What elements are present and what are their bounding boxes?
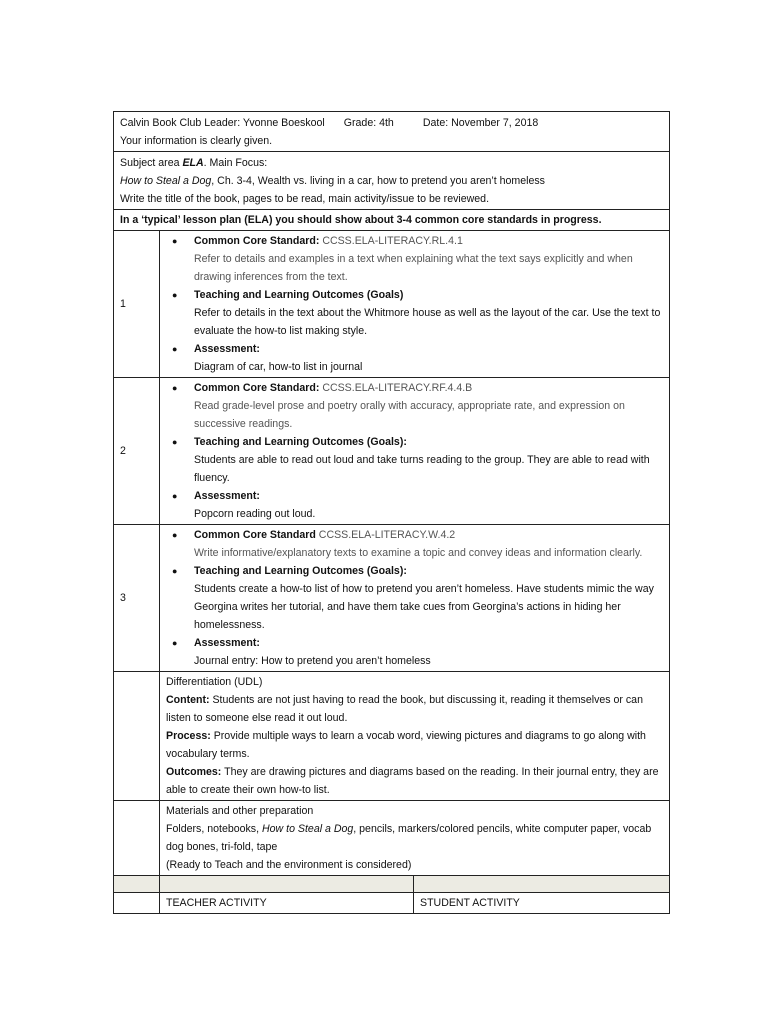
differentiation-row <box>114 672 670 801</box>
bullet-icon: ● <box>172 383 178 393</box>
assessment-text: Journal entry: How to pretend you aren’t homeless <box>194 655 431 667</box>
outcomes-label: Outcomes: <box>166 766 222 778</box>
materials-note: (Ready to Teach and the environment is considered) <box>166 859 412 871</box>
bullet-icon: ● <box>172 638 178 648</box>
standard-text: Write informative/explanatory texts to examine a topic and convey ideas and information clearly. <box>194 547 643 559</box>
materials-book-title: How to Steal a Dog <box>262 823 354 835</box>
typical-note-row <box>114 210 670 231</box>
bullet-icon: ● <box>172 290 178 300</box>
bullet-icon: ● <box>172 437 178 447</box>
standard-text: Read grade-level prose and poetry orally with accuracy, appropriate rate, and expression on successive readings. <box>194 400 625 430</box>
subject-row <box>114 152 670 210</box>
standard-label: Common Core Standard: <box>194 235 323 247</box>
process-label: Process: <box>166 730 211 742</box>
teacher-activity-header: TEACHER ACTIVITY <box>160 893 414 914</box>
empty-cell <box>114 672 160 801</box>
date: Date: November 7, 2018 <box>422 117 539 129</box>
standard-code: CCSS.ELA-LITERACY.W.4.2 <box>318 529 456 541</box>
standard-row-2 <box>114 378 670 525</box>
empty-cell <box>114 801 160 876</box>
materials-items: Folders, notebooks, <box>166 823 262 835</box>
outcomes-text: They are drawing pictures and diagrams based on the reading. In their journal entry, they are able to create their own how-to list. <box>166 766 659 796</box>
standard-code: CCSS.ELA-LITERACY.RL.4.1 <box>322 235 463 247</box>
goals-text: Students create a how-to list of how to pretend you aren’t homeless. Have students mimic the way Georgina writes her tutorial, and have them take cues from Georgina’s actions in hiding her homelessness. <box>194 583 654 631</box>
grade: Grade: 4th <box>343 117 394 129</box>
focus-details: , Ch. 3-4, Wealth vs. living in a car, how to pretend you aren’t homeless <box>211 175 545 187</box>
differentiation-title: Differentiation (UDL) <box>166 676 263 688</box>
materials-title: Materials and other preparation <box>166 805 314 817</box>
goals-label: Teaching and Learning Outcomes (Goals): <box>194 565 407 577</box>
bullet-icon: ● <box>172 491 178 501</box>
assessment-text: Popcorn reading out loud. <box>194 508 316 520</box>
materials-row <box>114 801 670 876</box>
content-label: Content: <box>166 694 210 706</box>
standard-text: Refer to details and examples in a text when explaining what the text says explicitly and when drawing inferences from the text. <box>194 253 633 283</box>
lesson-plan-document <box>113 111 669 914</box>
shaded-cell <box>160 876 414 893</box>
goals-label: Teaching and Learning Outcomes (Goals) <box>194 289 404 301</box>
materials-items-rest: , pencils, markers/colored pencils, white computer paper, vocab dog bones, tri-fold, tape <box>166 823 652 853</box>
bullet-icon: ● <box>172 566 178 576</box>
focus-label: . Main Focus: <box>203 157 268 169</box>
student-activity-header: STUDENT ACTIVITY <box>414 893 670 914</box>
goals-text: Students are able to read out loud and take turns reading to the group. They are able to read with fluency. <box>194 454 650 484</box>
process-text: Provide multiple ways to learn a vocab word, viewing pictures and diagrams to go along with vocabulary terms. <box>166 730 646 760</box>
bullet-icon: ● <box>172 236 178 246</box>
bullet-icon: ● <box>172 530 178 540</box>
subject-area: ELA <box>182 157 204 169</box>
assessment-text: Diagram of car, how-to list in journal <box>194 361 363 373</box>
standard-code: CCSS.ELA-LITERACY.RF.4.4.B <box>322 382 473 394</box>
leader-name: Calvin Book Club Leader: Yvonne Boeskool <box>120 117 325 129</box>
standard-number: 2 <box>114 378 160 525</box>
lesson-plan-table <box>113 111 670 914</box>
goals-label: Teaching and Learning Outcomes (Goals): <box>194 436 407 448</box>
empty-cell <box>114 893 160 914</box>
header-note: Your information is clearly given. <box>120 135 273 147</box>
shaded-cell <box>114 876 160 893</box>
subject-label: Subject area <box>120 157 183 169</box>
assessment-label: Assessment: <box>194 637 260 649</box>
standard-row-1 <box>114 231 670 378</box>
subject-instruction: Write the title of the book, pages to be read, main activity/issue to be reviewed. <box>120 193 490 205</box>
standard-label: Common Core Standard <box>194 529 319 541</box>
bullet-icon: ● <box>172 344 178 354</box>
standard-number: 1 <box>114 231 160 378</box>
book-title: How to Steal a Dog <box>120 175 212 187</box>
standard-label: Common Core Standard: <box>194 382 323 394</box>
assessment-label: Assessment: <box>194 490 260 502</box>
standard-row-3 <box>114 525 670 672</box>
header-row <box>114 112 670 152</box>
shaded-row <box>114 876 670 893</box>
standard-number: 3 <box>114 525 160 672</box>
typical-note: In a ‘typical’ lesson plan (ELA) you should show about 3-4 common core standards in progress. <box>114 210 670 231</box>
content-text: Students are not just having to read the book, but discussing it, reading it themselves or can listen to someone else read it out loud. <box>166 694 643 724</box>
assessment-label: Assessment: <box>194 343 260 355</box>
shaded-cell <box>414 876 670 893</box>
goals-text: Refer to details in the text about the Whitmore house as well as the layout of the car. Use the text to evaluate the how-to list making style. <box>194 307 661 337</box>
activity-header-row <box>114 893 670 914</box>
